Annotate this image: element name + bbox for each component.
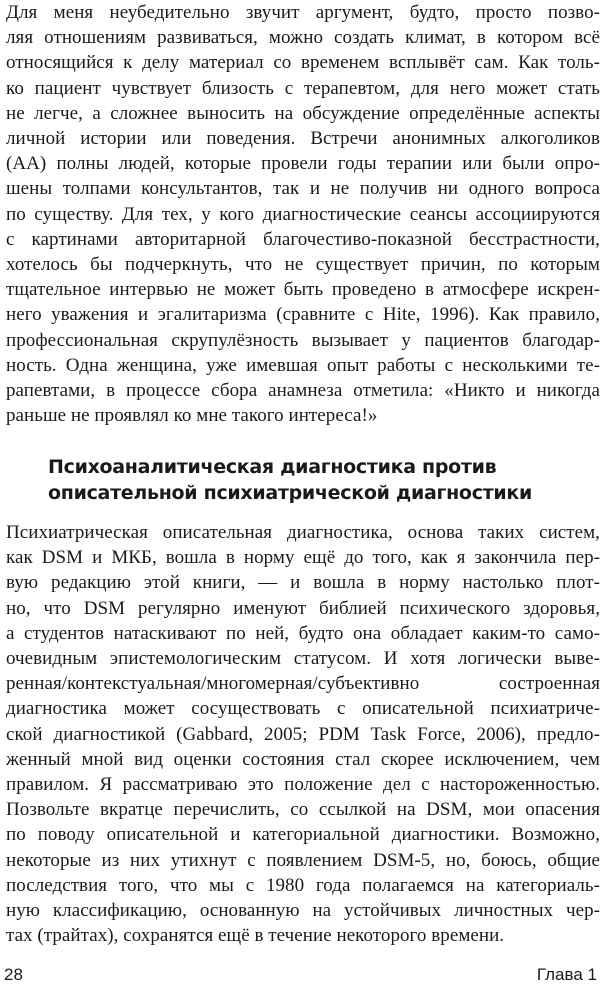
paragraph-2-line: как DSM и МКБ, вошла в норму ещё до того, как я закончила пер- bbox=[6, 547, 600, 569]
paragraph-1-line: не легче, а сложнее выносить на обсуждение определённые аспекты bbox=[6, 102, 600, 124]
paragraph-2-line: тах (трайтах), сохранятся ещё в течение некоторого времени. bbox=[6, 925, 505, 947]
paragraph-1-line: него уважения и эгалитаризма (сравните с Hite, 1996). Как правило, bbox=[6, 304, 600, 326]
page-number: 28 bbox=[4, 965, 23, 984]
paragraph-2-line: ской диагностикой (Gabbard, 2005; PDM Task Force, 2006), предло- bbox=[6, 723, 600, 745]
chapter-label: Глава 1 bbox=[536, 965, 597, 984]
paragraph-2-line: ренная/контекстуальная/многомерная/субъективно состроенная bbox=[6, 673, 600, 695]
paragraph-2-line: последствия того, что мы с 1980 года полагаемся на категориаль- bbox=[6, 874, 600, 896]
paragraph-2-line: правилом. Я рассматриваю это положение дел с настороженностью. bbox=[6, 774, 600, 796]
paragraph-2-line: некоторые из них утихнут с появлением DSM-5, но, боюсь, общие bbox=[6, 849, 600, 871]
paragraph-1-line: по существу. Для тех, у кого диагностические сеансы ассоциируются bbox=[6, 203, 600, 225]
section-heading bbox=[48, 454, 568, 506]
paragraph-2-line: женный мной вид оценки состояния стал скорее исключением, чем bbox=[6, 748, 600, 770]
paragraph-2-line: очевидным эпистемологическим статусом. И хотя логически выве- bbox=[6, 648, 600, 670]
paragraph-2-line: а студентов натаскивают по ней, будто она обладает каким-то само- bbox=[6, 622, 600, 644]
paragraph-2-line: Позвольте вкратце перечислить, со ссылкой на DSM, мои опасения bbox=[6, 799, 600, 821]
paragraph-1-line: (АА) полны людей, которые провели годы терапии или были опро- bbox=[6, 153, 600, 175]
paragraph-1-line: рапевтами, в процессе сбора анамнеза отметила: «Никто и никогда bbox=[6, 380, 600, 402]
heading-line: описательной психиатрической диагностики bbox=[48, 482, 532, 504]
paragraph-1-line: тщательное интервью не может быть проведено в атмосфере искрен- bbox=[6, 279, 600, 301]
paragraph-1-line: профессиональная скрупулёзность вызывает у пациентов благодар- bbox=[6, 329, 600, 351]
paragraph-1-line: хотелось бы подчеркнуть, что не существует причин, по которым bbox=[6, 254, 600, 276]
paragraph-2-line: вую редакцию этой книги, — и вошла в норму настолько плот- bbox=[6, 572, 600, 594]
paragraph-1-line: ко пациент чувствует близость с терапевтом, для него может стать bbox=[6, 77, 600, 99]
paragraph-2-line: но, что DSM регулярно именуют библией психического здоровья, bbox=[6, 597, 600, 619]
paragraph-1-line: раньше не проявлял ко мне такого интереса!» bbox=[6, 405, 378, 427]
paragraph-2-line: по поводу описательной и категориальной диагностики. Возможно, bbox=[6, 824, 600, 846]
paragraph-1-line: ность. Одна женщина, уже имевшая опыт работы с несколькими те- bbox=[6, 354, 600, 376]
paragraph-1-line: личной истории или поведения. Встречи анонимных алкоголиков bbox=[6, 128, 600, 150]
paragraph-2-line: ную классификацию, основанную на устойчивых личностных чер- bbox=[6, 900, 600, 922]
paragraph-1-line: шены толпами консультантов, так и не получив ни одного вопроса bbox=[6, 178, 600, 200]
paragraph-1 bbox=[6, 0, 600, 428]
paragraph-2-line: диагностика может сосуществовать с описательной психиатриче- bbox=[6, 698, 600, 720]
paragraph-1-line: с картинами авторитарной благочестиво-показной бесстрастности, bbox=[6, 228, 600, 250]
paragraph-1-line: ляя отношениям развиваться, можно создать климат, в котором всё bbox=[6, 27, 600, 49]
paragraph-1-line: относящийся к делу материал со временем всплывёт сам. Как толь- bbox=[6, 52, 600, 74]
paragraph-1-line: Для меня неубедительно звучит аргумент, будто, просто позво- bbox=[6, 2, 600, 23]
heading-line: Психоаналитическая диагностика против bbox=[48, 456, 497, 478]
paragraph-2 bbox=[6, 520, 600, 948]
paragraph-2-line: Психиатрическая описательная диагностика, основа таких систем, bbox=[6, 522, 600, 543]
